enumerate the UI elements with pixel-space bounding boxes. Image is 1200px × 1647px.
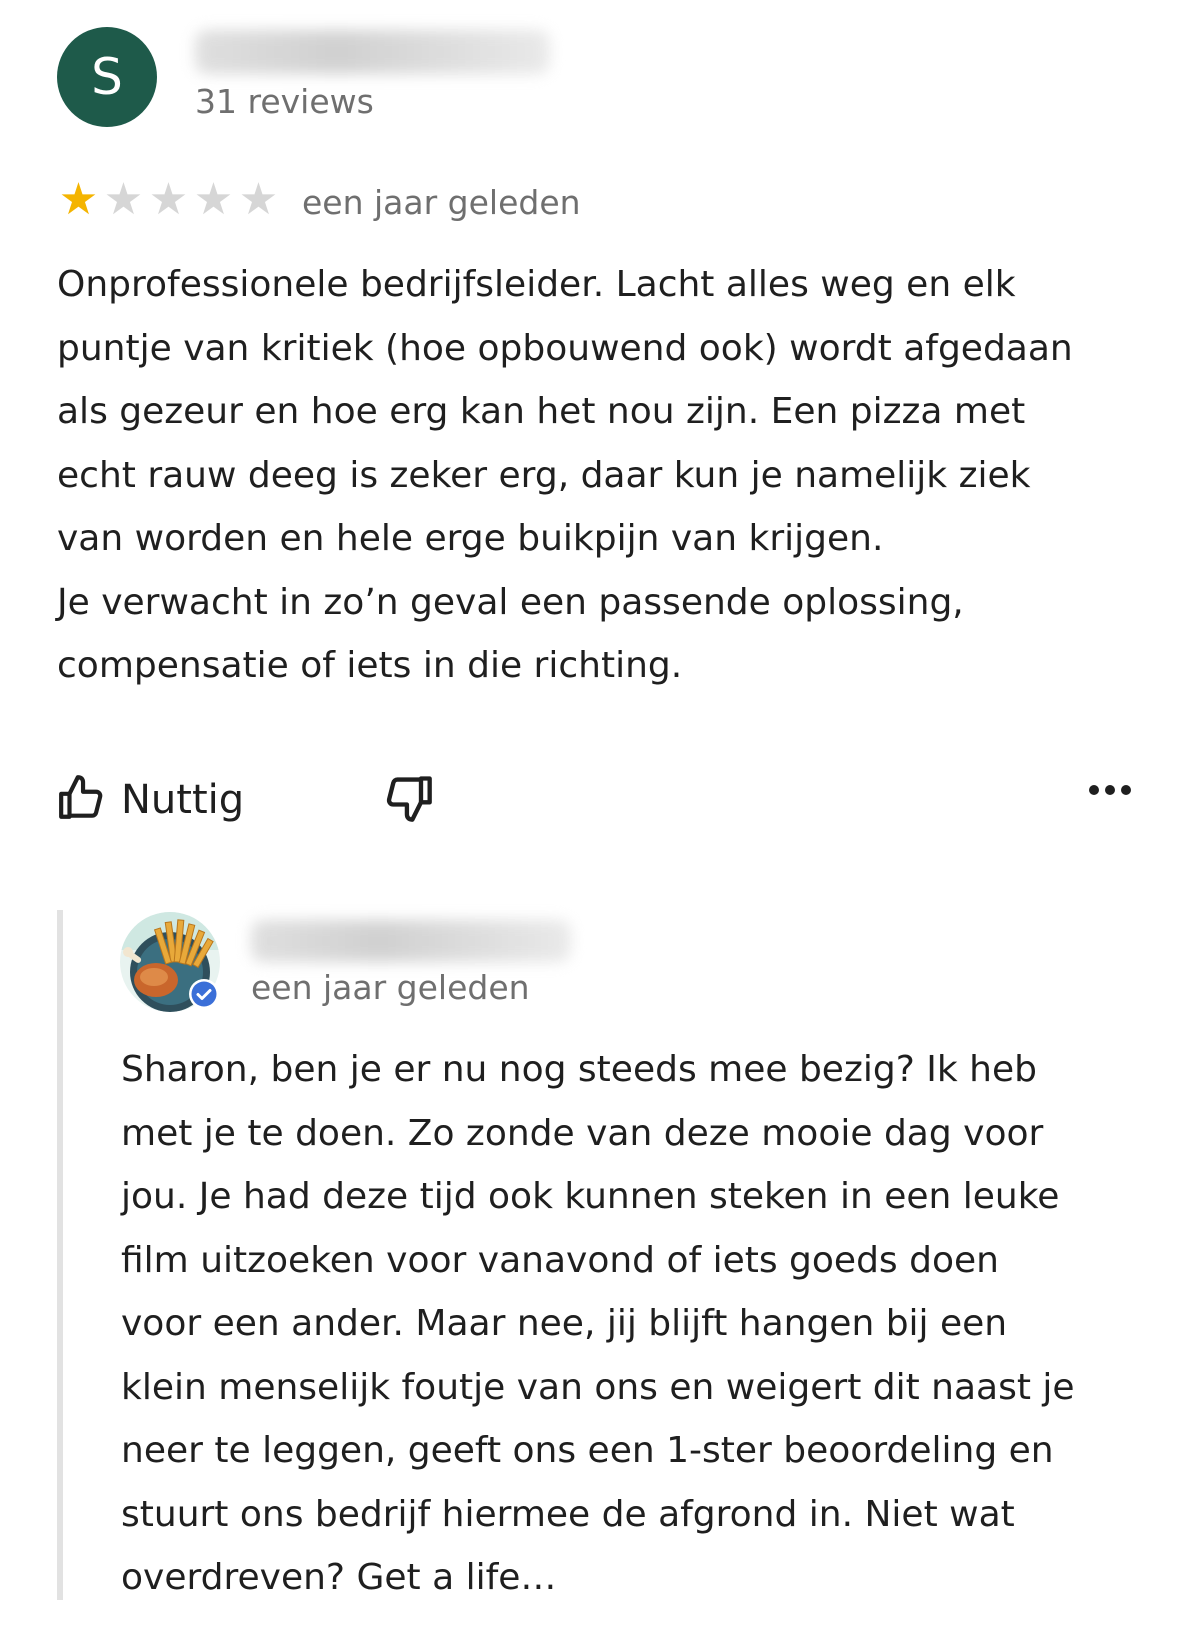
owner-reply xyxy=(57,910,1153,1600)
star-empty-icon: ★ xyxy=(238,174,279,225)
reviewer-name-redacted[interactable] xyxy=(195,30,550,74)
reviewer-reviews-count: 31 reviews xyxy=(195,82,374,121)
not-helpful-button[interactable] xyxy=(382,772,434,828)
reply-text: Sharon, ben je er nu nog steeds mee bezig? Ik heb met je te doen. Zo zonde van deze mooie dag voor jou. Je had deze tijd ook kunnen steken in een leuke film uitzoeken voor vanavond of iets goeds doen voor een ander. Maar nee, jij blijft hangen bij een klein menselijk foutje van ons en weigert dit naast je neer te leggen, geeft ons een 1-ster beoordeling en stuurt ons bedrijf hiermee de afgrond in. Niet wat overdreven? Get a life… xyxy=(121,1049,1075,1598)
more-horizontal-icon xyxy=(1087,782,1133,801)
review-actions xyxy=(57,770,1137,840)
reviewer-avatar-letter: S xyxy=(91,48,123,106)
reply-date: een jaar geleden xyxy=(251,968,530,1007)
helpful-label: Nuttig xyxy=(121,777,245,823)
review-date: een jaar geleden xyxy=(302,183,581,222)
star-rating xyxy=(56,174,281,225)
thumbs-up-icon xyxy=(57,773,107,827)
reviewer-avatar[interactable] xyxy=(57,27,157,127)
thumbs-down-icon xyxy=(382,809,434,828)
review-text: Onprofessionele bedrijfsleider. Lacht alles weg en elk puntje van kritiek (hoe opbouwend ook) wordt afgedaan als gezeur en hoe erg kan het nou zijn. Een pizza met echt rauw deeg is zeker erg, daar kun je namelijk ziek van worden en hele erge buikpijn van krijgen. Je verwacht in zo’n geval een passende oplossing, compensatie of iets in die richting. xyxy=(57,264,1073,686)
verified-badge-icon xyxy=(188,978,220,1010)
star-empty-icon: ★ xyxy=(193,174,234,225)
star-empty-icon: ★ xyxy=(103,174,144,225)
owner-avatar[interactable] xyxy=(118,910,226,1018)
more-options-button[interactable] xyxy=(1087,782,1133,801)
owner-name-redacted[interactable] xyxy=(251,920,571,962)
helpful-button[interactable] xyxy=(57,770,244,830)
star-filled-icon: ★ xyxy=(58,174,99,225)
star-empty-icon: ★ xyxy=(148,174,189,225)
